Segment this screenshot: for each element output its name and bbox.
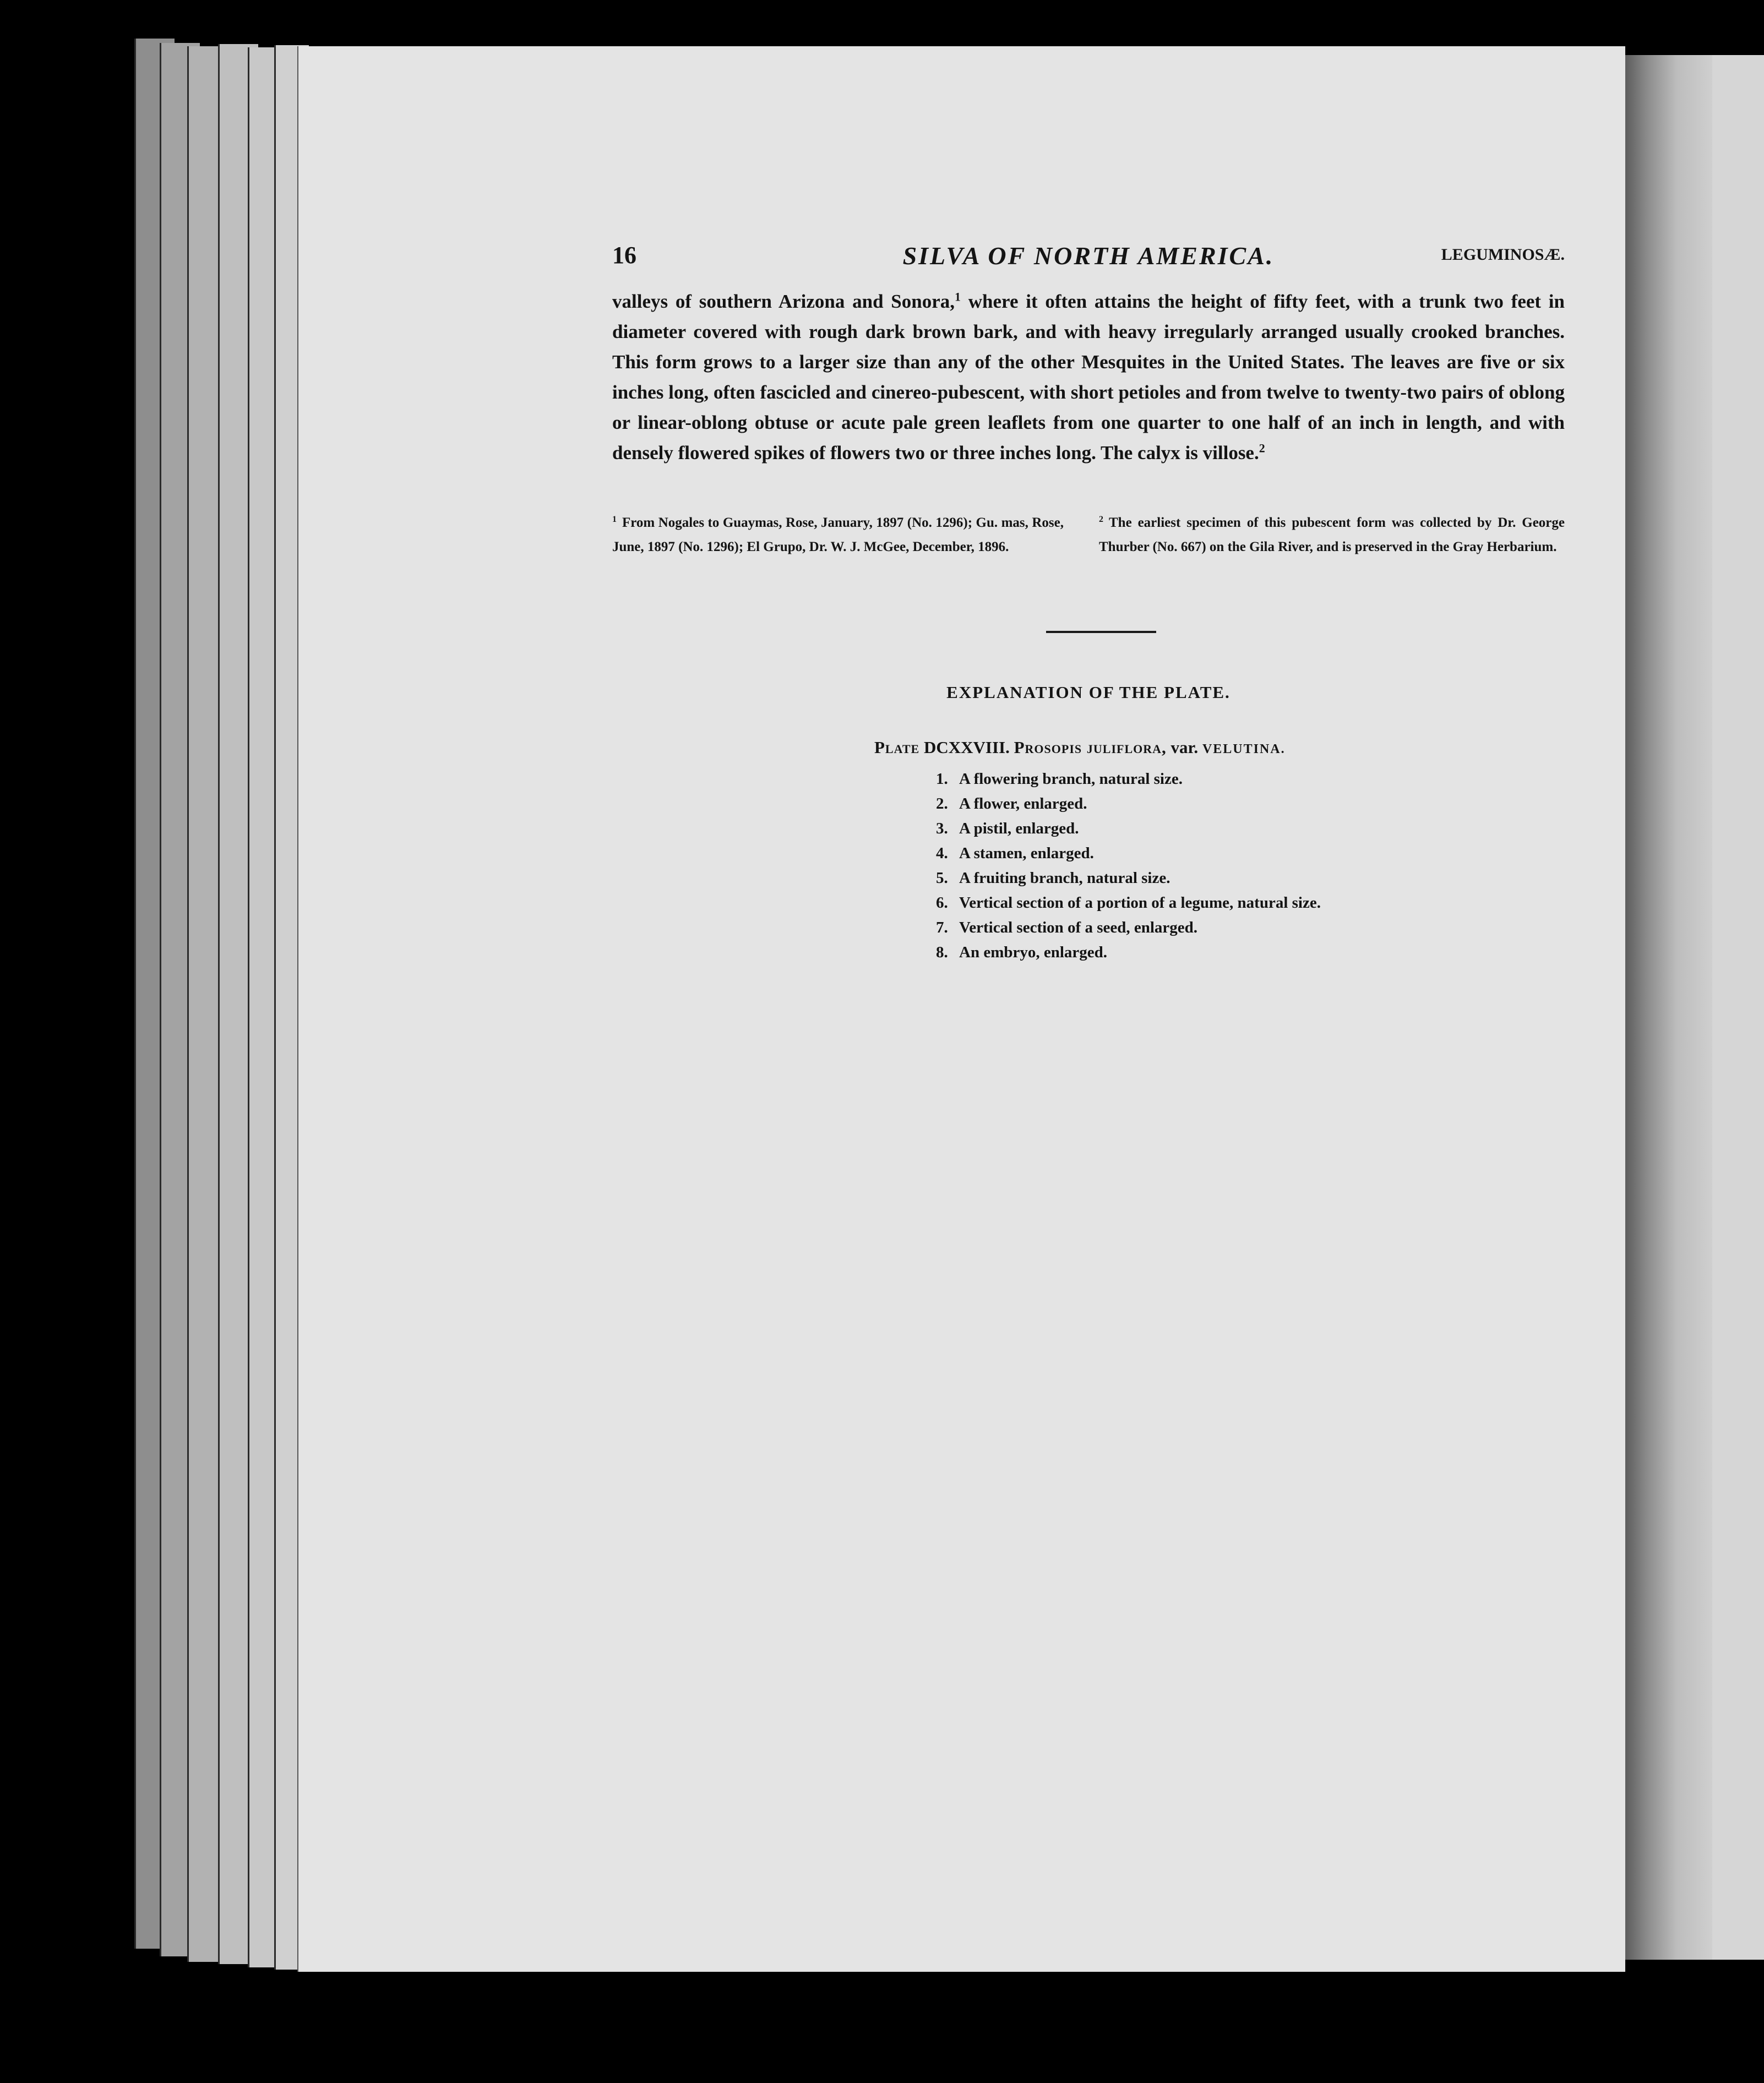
page-number: 16: [612, 242, 636, 269]
list-item: [936, 841, 1321, 866]
footnote-mark: 2: [1099, 514, 1103, 524]
item-number: 4.: [936, 844, 948, 862]
item-text: Vertical section of a seed, enlarged.: [959, 919, 1198, 936]
footnotes: [612, 511, 1565, 582]
list-item: [936, 915, 1321, 940]
item-text: Vertical section of a portion of a legume, natural size.: [959, 894, 1321, 912]
footnote-mark: 1: [612, 514, 617, 524]
running-head: [612, 241, 1565, 280]
plate-number: DCXXVIII.: [923, 738, 1010, 757]
footnote: [1099, 511, 1565, 559]
footnote-text: From Nogales to Guaymas, Rose, January, 1897 (No. 1296); Gu. mas, Rose, June, 1897 (No. 1296); El Grupo, Dr. W. J. McGee, December, 1896.: [612, 515, 1064, 554]
footnote-reference: 1: [955, 290, 961, 304]
footnote: [612, 511, 1064, 559]
book-title: SILVA OF NORTH AMERICA.: [902, 242, 1275, 270]
explanation-heading: EXPLANATION OF THE PLATE.: [946, 683, 1231, 702]
item-number: 1.: [936, 770, 948, 788]
item-text: An embryo, enlarged.: [959, 944, 1108, 961]
list-item: [936, 940, 1321, 965]
species-name: Prosopis juliflora,: [1014, 738, 1167, 757]
list-item: [936, 891, 1321, 915]
list-item: [936, 866, 1321, 891]
list-item: [936, 792, 1321, 816]
body-paragraph: [612, 286, 1565, 468]
plate-label: Plate: [874, 738, 920, 757]
list-item: [936, 767, 1321, 792]
item-number: 5.: [936, 869, 948, 887]
item-text: A pistil, enlarged.: [959, 820, 1079, 837]
item-text: A flower, enlarged.: [959, 795, 1087, 813]
item-number: 6.: [936, 894, 948, 912]
item-text: A fruiting branch, natural size.: [959, 869, 1170, 887]
section-divider: [1046, 631, 1156, 633]
footnote-reference: 2: [1259, 441, 1265, 455]
footnote-text: The earliest specimen of this pubescent form was collected by Dr. George Thurber (No. 667) on the Gila River, and is preserved in the Gray Herbarium.: [1099, 515, 1565, 554]
item-text: A flowering branch, natural size.: [959, 770, 1183, 788]
item-number: 3.: [936, 820, 948, 837]
facing-page: [1712, 55, 1764, 1960]
body-text-part: where it often attains the height of fifty feet, with a trunk two feet in diameter covered with rough dark brown bark, and with heavy irregularly arranged usually crooked branches. This form grows to a larger size than any of the other Mesquites in the United States. The leaves are five or six inches long, often fascicled and cinereo-pubescent, with short petioles and from twelve to twenty-two pairs of oblong or linear-oblong obtuse or acute pale green leaflets from one quarter to one half of an inch in length, and with densely flowered spikes of flowers two or three inches long. The calyx is villose.: [612, 291, 1565, 464]
variety-name: VELUTINA.: [1202, 742, 1286, 756]
item-number: 2.: [936, 795, 948, 813]
facing-page-edge: [1624, 55, 1712, 1960]
list-item: [936, 816, 1321, 841]
body-text-part: valleys of southern Arizona and Sonora,: [612, 291, 955, 312]
variety-prefix: var.: [1170, 738, 1199, 757]
item-text: A stamen, enlarged.: [959, 844, 1094, 862]
section-name: LEGUMINOSÆ.: [1441, 246, 1565, 264]
item-number: 8.: [936, 944, 948, 961]
plate-caption: [874, 738, 1286, 757]
item-number: 7.: [936, 919, 948, 936]
plate-figure-list: [936, 767, 1321, 965]
